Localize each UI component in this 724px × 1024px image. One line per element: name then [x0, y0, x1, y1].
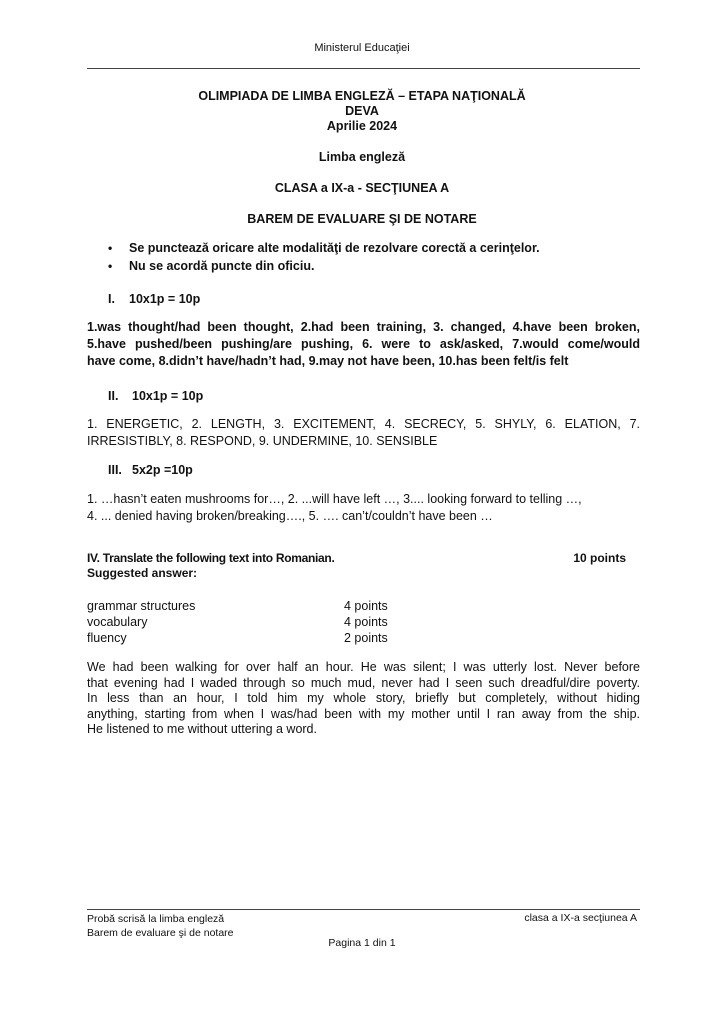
class-section: CLASA a IX-a - SECŢIUNEA A [274, 181, 450, 195]
olympiad-title: OLIMPIADA DE LIMBA ENGLEZĂ – ETAPA NAŢIONALĂ [198, 89, 526, 103]
footer-divider [87, 909, 640, 910]
list-item: • Nu se acordă puncte din oficiu. [108, 259, 315, 273]
table-row: grammar structures 4 points [87, 599, 388, 613]
section-4-points: 10 points [573, 551, 626, 565]
section-2-answers: 1. ENERGETIC, 2. LENGTH, 3. EXCITEMENT, 4. SECRECY, 5. SHYLY, 6. ELATION, 7. IRRESISTIBLY, 8. RESPOND, 9. UNDERMINE, 10. SENSIBLE [87, 417, 640, 448]
page-number: Pagina 1 din 1 [328, 937, 396, 949]
footer-right: clasa a IX-a secţiunea A [524, 912, 637, 924]
section-3-heading: III. 5x2p =10p [108, 463, 193, 477]
criteria-table [87, 599, 388, 647]
section-3-answers: 1. …hasn’t eaten mushrooms for…, 2. ...will have left …, 3.... looking forward to telling …, 4. ... denied having broken/breaking…., 5. …. can’t/couldn’t have been … [87, 492, 582, 523]
table-row: fluency 2 points [87, 631, 388, 645]
barem-title: BAREM DE EVALUARE ŞI DE NOTARE [247, 212, 477, 226]
list-item: • Se punctează oricare alte modalităţi de rezolvare corectă a cerinţelor. [108, 241, 540, 255]
bullet-icon: • [108, 259, 113, 273]
notes-list [108, 239, 540, 275]
section-1-answers: 1.was thought/had been thought, 2.had been training, 3. changed, 4.have been broken, 5.have pushed/been pushing/are pushing, 6. were to ask/asked, 7.would come/would have come, 8.didn’t have/hadn’t had, 9.may not have been, 10.has been felt/is felt [87, 320, 640, 368]
date: Aprilie 2024 [326, 119, 398, 133]
location: DEVA [345, 104, 379, 118]
page-header: Ministerul Educaţiei [314, 42, 410, 54]
header-divider [87, 68, 640, 69]
subject: Limba engleză [318, 150, 406, 164]
bullet-icon: • [108, 241, 113, 255]
section-4-title: IV. Translate the following text into Romanian. [87, 551, 335, 565]
section-1-heading: I. 10x1p = 10p [108, 292, 201, 306]
footer-left: Probă scrisă la limba engleză Barem de evaluare şi de notare [87, 913, 234, 939]
section-2-heading: II. 10x1p = 10p [108, 389, 204, 403]
translation-text: We had been walking for over half an hour. He was silent; I was utterly lost. Never before that evening had I waded through so much mud, never had I seen such dreadful/dire poverty. In less than an hour, I told him my whole story, briefly but completely, without hiding anything, starting from when I was/had been with my mother until I ran away from the ship. He listened to me without uttering a word. [87, 660, 640, 736]
suggested-answer-label: Suggested answer: [87, 566, 198, 580]
table-row: vocabulary 4 points [87, 615, 388, 629]
